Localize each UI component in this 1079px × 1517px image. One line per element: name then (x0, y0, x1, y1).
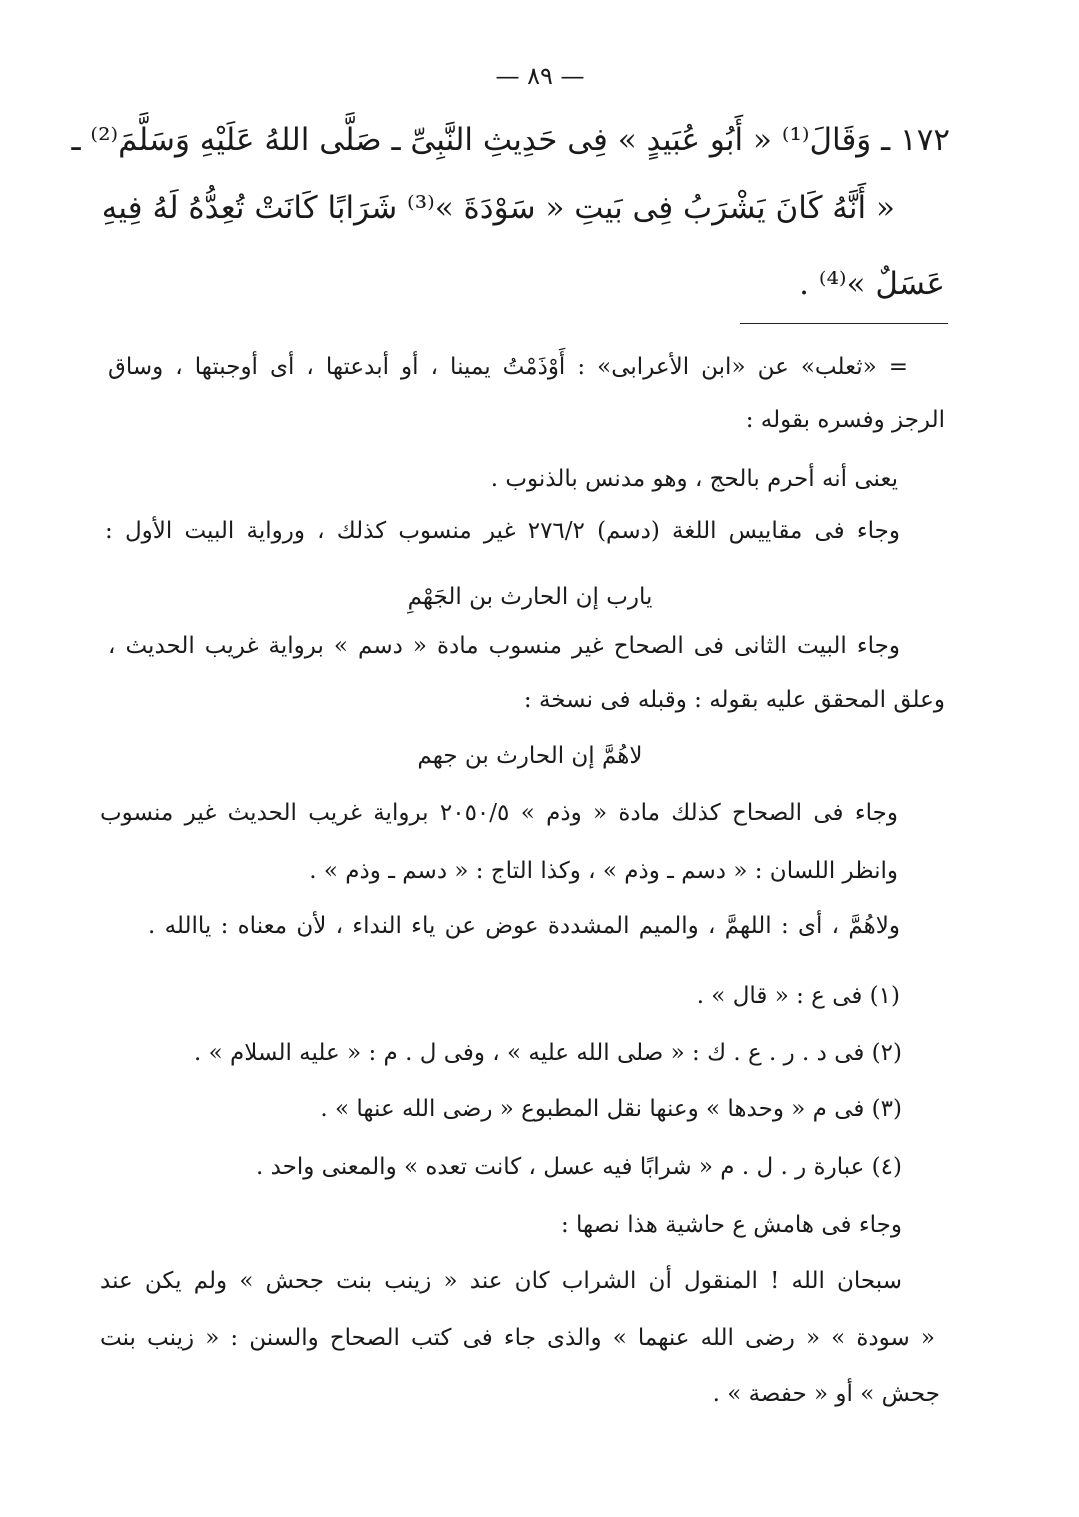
footnote-3: (٣) فى م « وحدها » وعنها نقل المطبوع « رضى الله عنها » . (320, 1096, 902, 1122)
hadith-line-1: ١٧٢ ـ وَقَالَ⁽¹⁾ « أَبُو عُبَيدٍ » فِى حَدِيثِ النَّبِىِّ ـ صَلَّى اللهُ عَلَيْهِ وَسَلَّمَ⁽²⁾ ـ (71, 122, 950, 158)
footnote-7: « سودة » « رضى الله عنهما » والذى جاء فى كتب الصحاح والسنن : « زينب بنت (100, 1325, 935, 1351)
verse-1: يارب إن الحارث بن الجَهْمِ (407, 584, 653, 610)
footnote-6: سبحان الله ! المنقول أن الشراب كان عند « زينب بنت جحش » ولم يكن عند (100, 1268, 902, 1294)
note-line-3: يعنى أنه أحرم بالحج ، وهو مدنس بالذنوب . (490, 466, 898, 492)
note-line-8: وانظر اللسان : « دسم ـ وذم » ، وكذا التاج : « دسم ـ وذم » . (309, 858, 898, 884)
note-line-1: = «ثعلب» عن «ابن الأعرابى» : أَوْذَمْتُ يمينا ، أو أبدعتها ، أى أوجبتها ، وساق (108, 354, 908, 380)
hadith-line-3: عَسَلٌ »⁽⁴⁾ . (799, 266, 945, 302)
note-line-9: ولاهُمَّ ، أى : اللهمَّ ، والميم المشددة عوض عن ياء النداء ، لأن معناه : ياالله . (148, 913, 900, 939)
note-line-2: الرجز وفسره بقوله : (745, 407, 945, 433)
verse-2: لاهُمَّ إن الحارث بن جهم (417, 743, 643, 769)
footnote-4: (٤) عبارة ر . ل . م « شرابًا فيه عسل ، كانت تعده » والمعنى واحد . (255, 1154, 902, 1180)
footnote-8: جحش » أو « حفصة » . (712, 1381, 940, 1407)
note-line-6: وعلق المحقق عليه بقوله : وقبله فى نسخة : (523, 687, 945, 713)
hadith-line-2: « أَنَّهُ كَانَ يَشْرَبُ فِى بَيتِ « سَوْدَةَ »⁽³⁾ شَرَابًا كَانَتْ تُعِدُّهُ لَهُ فِيهِ (101, 190, 895, 226)
note-line-4: وجاء فى مقاييس اللغة (دسم) ٢٧٦/٢ غير منسوب كذلك ، ورواية البيت الأول : (105, 518, 900, 544)
note-line-5: وجاء البيت الثانى فى الصحاح غير منسوب مادة « دسم » برواية غريب الحديث ، (108, 633, 900, 659)
footnote-2: (٢) فى د . ر . ع . ك : « صلى الله عليه » ، وفى ل . م : « عليه السلام » . (193, 1040, 902, 1066)
footnote-1: (١) فى ع : « قال » . (696, 983, 900, 1009)
footnote-5: وجاء فى هامش ع حاشية هذا نصها : (560, 1212, 902, 1238)
separator-rule (740, 323, 948, 324)
note-line-7: وجاء فى الصحاح كذلك مادة « وذم » ٢٠٥٠/٥ برواية غريب الحديث غير منسوب (100, 800, 898, 826)
page-number: — ٨٩ — (495, 62, 585, 90)
